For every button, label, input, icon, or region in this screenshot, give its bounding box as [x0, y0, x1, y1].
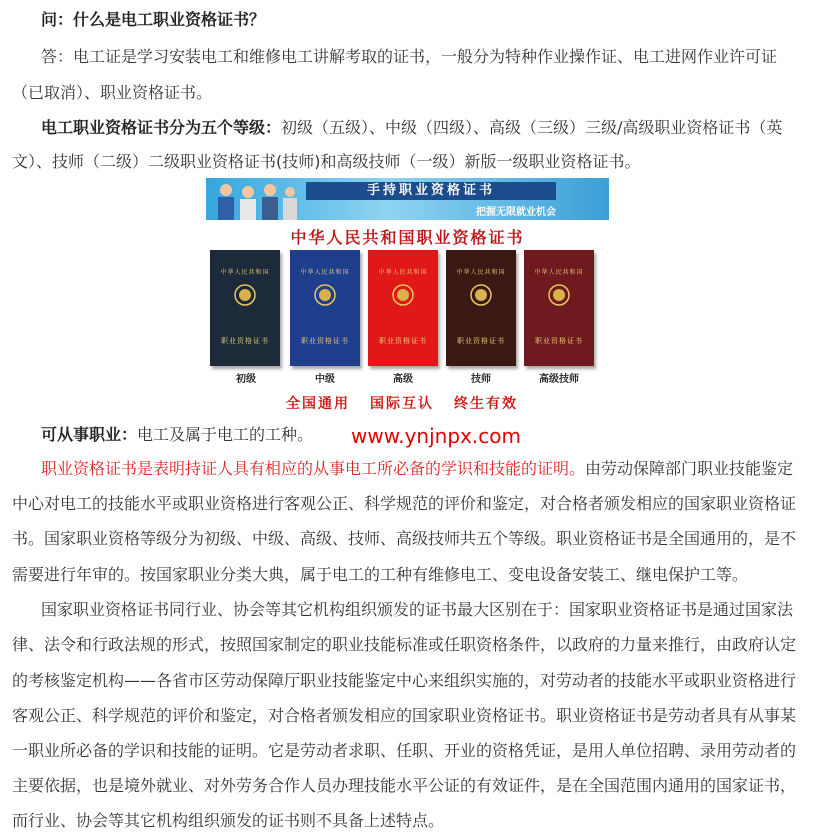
para2-line-2: 律、法令和行政法规的形式，按照国家制定的职业技能标准或任职资格条件，以政府的力量来推行，由政府认定 — [12, 635, 797, 654]
national-emblem-icon — [548, 284, 570, 306]
para2-line-1: 国家职业资格证书同行业、协会等其它机构组织颁发的证书最大区别在于：国家职业资格证书是通过国家法 — [41, 600, 794, 619]
site-watermark-url: www.ynjnpx.com — [351, 424, 521, 448]
level-label: 初级 — [236, 374, 256, 385]
book-bottom-text: 职业资格证书 — [301, 337, 349, 345]
certificate-book — [210, 250, 280, 366]
level-label: 高级技师 — [539, 374, 579, 385]
book-bottom-text: 职业资格证书 — [457, 337, 505, 345]
question-heading: 问：什么是电工职业资格证书？ — [41, 10, 266, 29]
career-text: 电工及属于电工的工种。 — [137, 425, 314, 444]
levels-line-2: 文）、技师（二级）二级职业资格证书(技师)和高级技师（一级）新版一级职业资格证书。 — [12, 152, 641, 171]
book-bottom-text: 职业资格证书 — [221, 337, 269, 345]
national-emblem-icon — [314, 284, 336, 306]
certificate-book — [290, 250, 360, 366]
certificate-image — [206, 178, 609, 413]
slogan-3: 终生有效 — [454, 396, 518, 412]
answer-line-2: （已取消）、职业资格证书。 — [12, 83, 213, 102]
certificate-book — [524, 250, 594, 366]
para2-line-4: 客观公正、科学规范的评价和鉴定，对合格者颁发相应的国家职业资格证书。职业资格证书是劳动者具有从事某 — [12, 706, 797, 725]
book-top-text: 中华人民共和国 — [300, 269, 350, 276]
para2-line-7: 而行业、协会等其它机构组织颁发的证书则不具备上述特点。 — [12, 811, 445, 830]
para1-line-4: 需要进行年审的。按国家职业分类大典，属于电工的工种有维修电工、变电设备安装工、继电保护工等。 — [12, 565, 749, 584]
national-emblem-icon — [392, 284, 414, 306]
para1-line-1 — [41, 459, 793, 479]
figure-main-title: 中华人民共和国职业资格证书 — [290, 228, 525, 247]
para1-line-2: 中心对电工的技能水平或职业资格进行客观公正、科学规范的评价和鉴定，对合格者颁发相应的国家职业资格证 — [12, 494, 797, 513]
banner-title: 手持职业资格证书 — [306, 182, 556, 200]
para2-line-5: 一职业所必备的学识和技能的证明。它是劳动者求职、任职、开业的资格凭证，是用人单位招聘、录用劳动者的 — [12, 741, 797, 760]
book-top-text: 中华人民共和国 — [378, 269, 428, 276]
answer-line-1: 答：电工证是学习安装电工和维修电工讲解考取的证书，一般分为特种作业操作证、电工进网作业许可证 — [41, 47, 778, 66]
banner-subtitle: 把握无限就业机会 — [476, 207, 556, 218]
people-illustration-icon — [212, 180, 300, 220]
levels-line-1 — [41, 118, 782, 138]
level-label: 技师 — [471, 374, 491, 385]
slogan-1: 全国通用 — [286, 396, 350, 412]
certificate-book — [368, 250, 438, 366]
slogan-2: 国际互认 — [370, 396, 434, 412]
national-emblem-icon — [470, 284, 492, 306]
para2-line-6: 主要依据，也是境外就业、对外劳务合作人员办理技能水平公证的有效证件，是在全国范围内通用的国家证书， — [12, 776, 797, 795]
career-line — [41, 425, 313, 445]
levels-label: 电工职业资格证书分为五个等级： — [41, 118, 282, 137]
levels-text: 初级（五级）、中级（四级）、高级（三级）三级/高级职业资格证书（英 — [281, 118, 783, 137]
national-emblem-icon — [234, 284, 256, 306]
career-label: 可从事职业： — [41, 425, 138, 444]
book-top-text: 中华人民共和国 — [456, 269, 506, 276]
book-bottom-text: 职业资格证书 — [379, 337, 427, 345]
para2-line-3: 的考核鉴定机构——各省市区劳动保障厅职业技能鉴定中心来组织实施的，对劳动者的技能水平或职业资格进行 — [12, 671, 797, 690]
para1-line1-rest: 由劳动保障部门职业技能鉴定 — [585, 459, 794, 478]
para1-highlight: 职业资格证书是表明持证人具有相应的从事电工所必备的学识和技能的证明。 — [41, 459, 586, 478]
level-label: 高级 — [393, 374, 413, 385]
figure-banner — [206, 178, 609, 220]
certificate-book — [446, 250, 516, 366]
level-label: 中级 — [315, 374, 335, 385]
book-top-text: 中华人民共和国 — [220, 269, 270, 276]
book-top-text: 中华人民共和国 — [534, 269, 584, 276]
book-bottom-text: 职业资格证书 — [535, 337, 583, 345]
para1-line-3: 书。国家职业资格等级分为初级、中级、高级、技师、高级技师共五个等级。职业资格证书是全国通用的，是不 — [12, 529, 797, 548]
